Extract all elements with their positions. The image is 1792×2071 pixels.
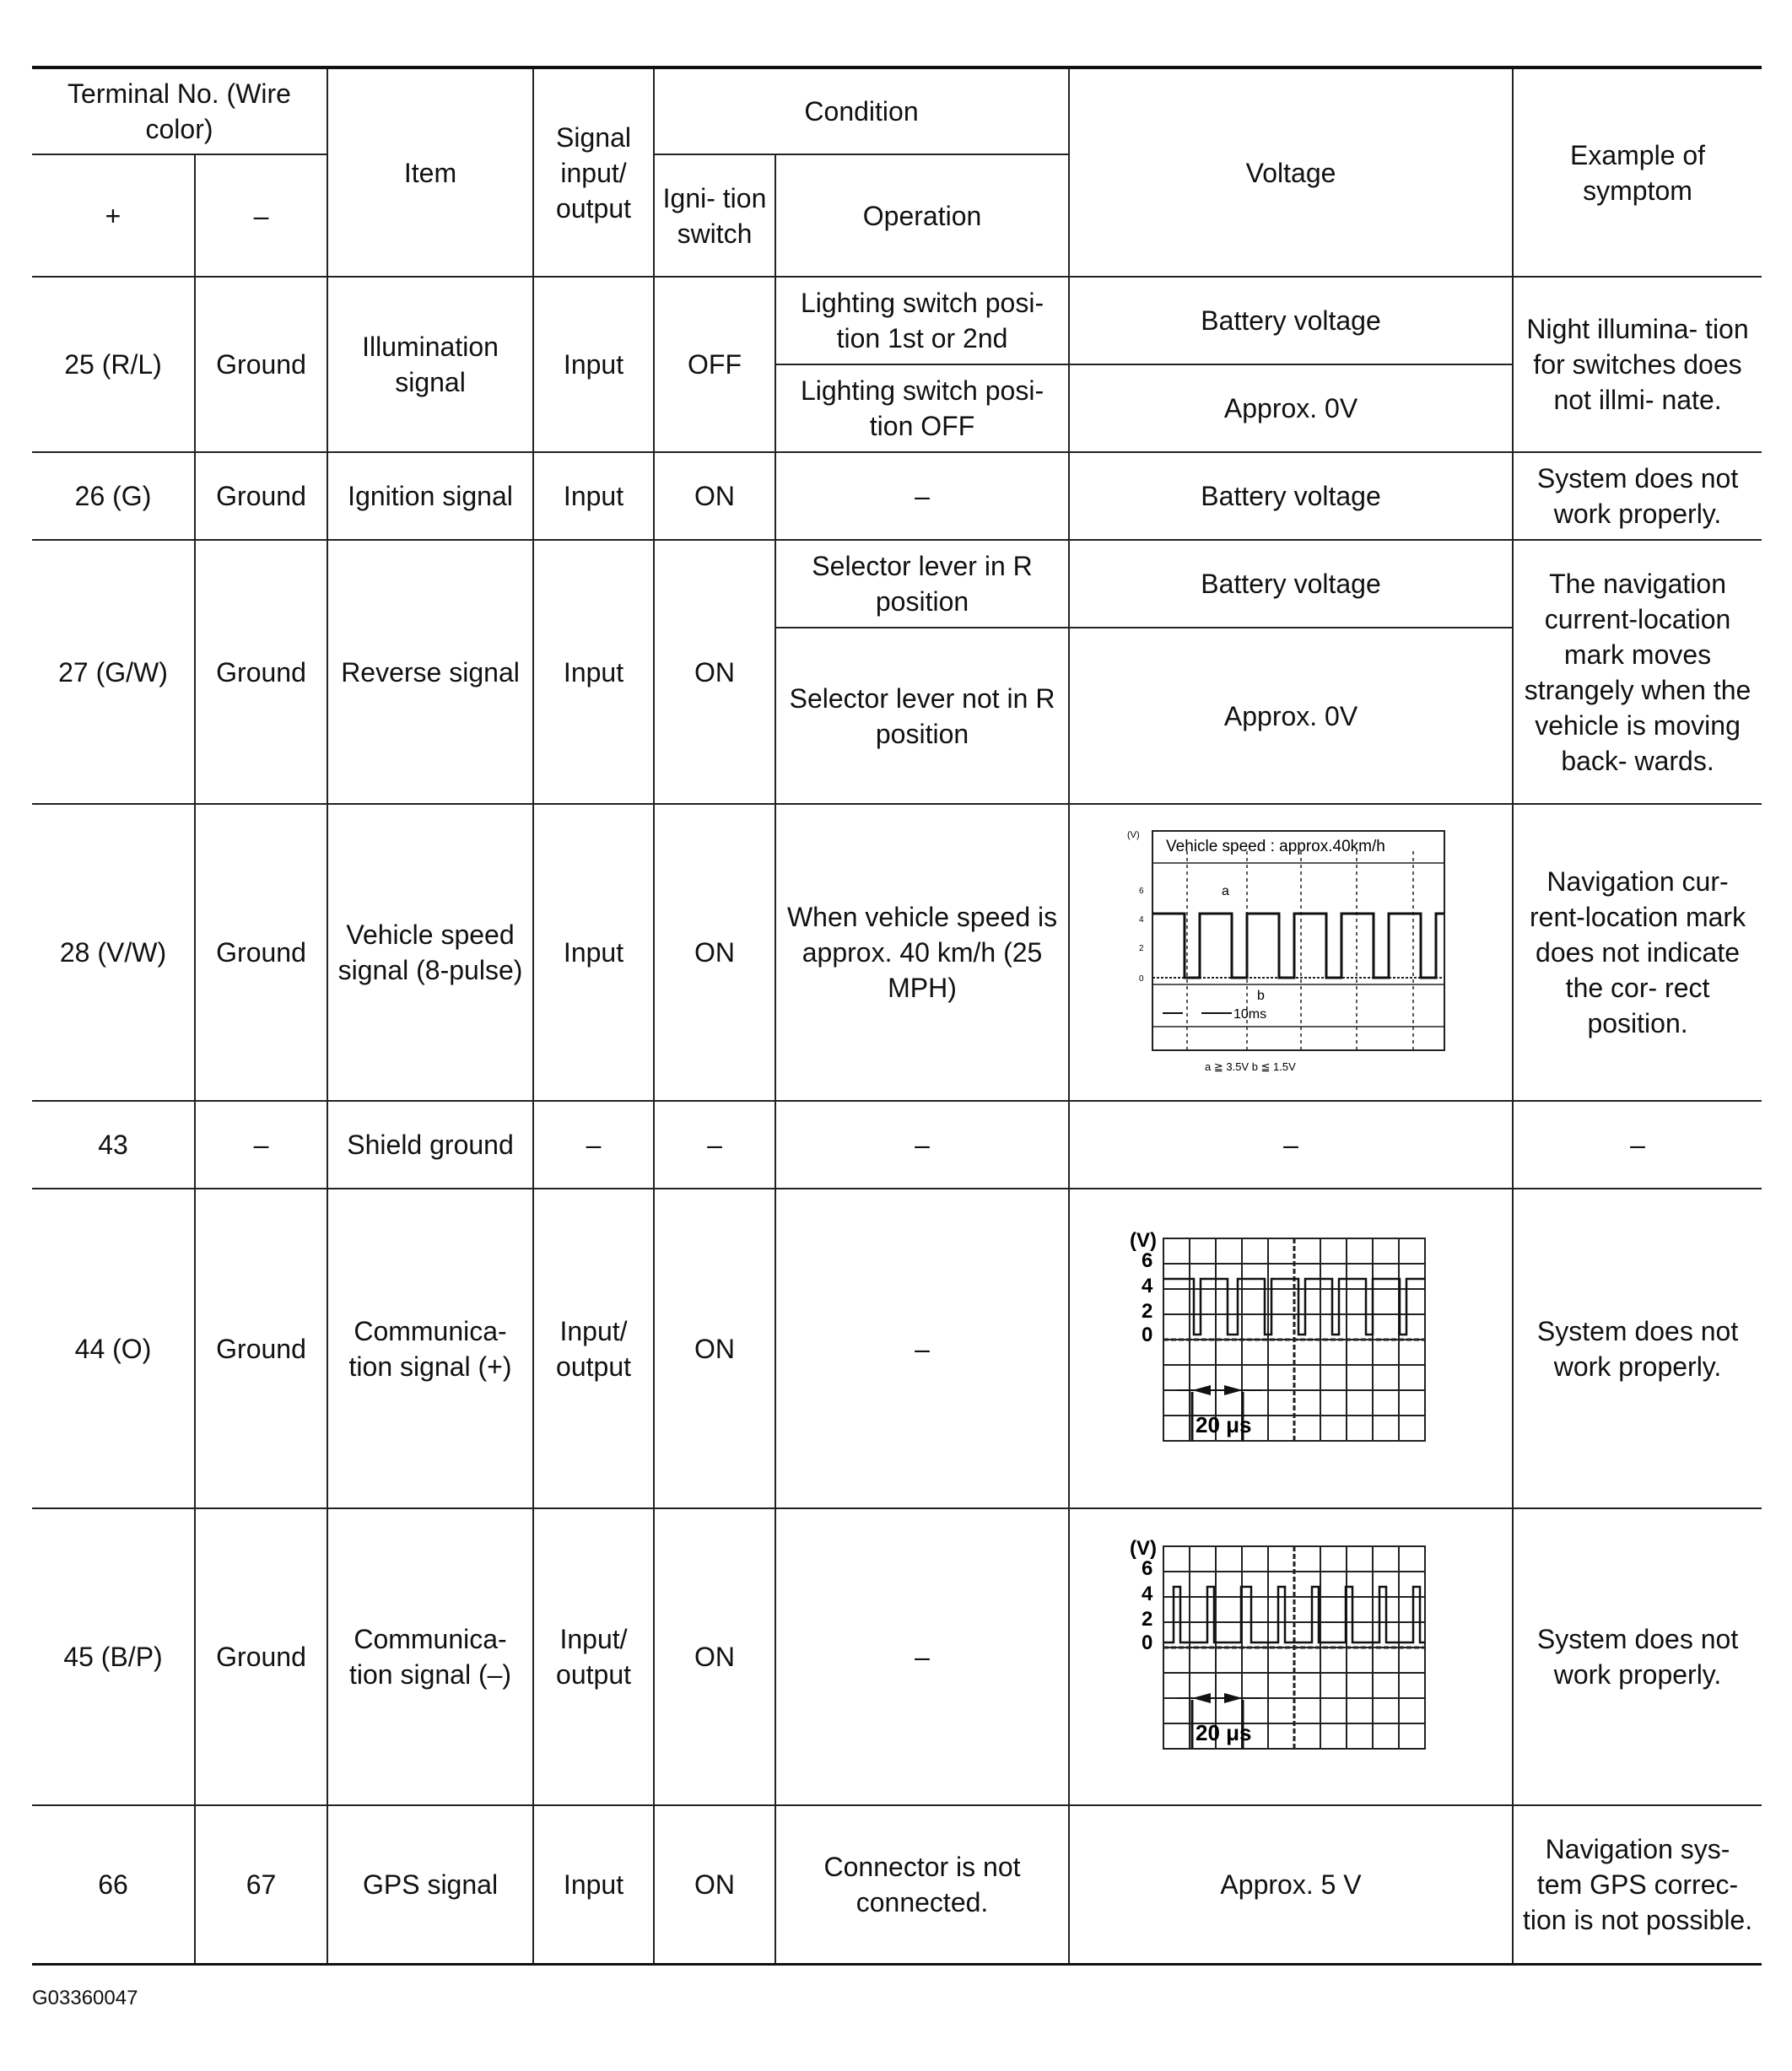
signal-io-cell: Input/ output bbox=[533, 1189, 654, 1508]
time-scale-label: 10ms bbox=[1233, 1007, 1267, 1022]
terminal-minus: – bbox=[195, 1101, 327, 1189]
voltage-cell bbox=[1069, 1508, 1513, 1805]
y-tick-label: 6 bbox=[1142, 1557, 1153, 1580]
symptom-cell: Navigation sys- tem GPS correc- tion is not possible. bbox=[1513, 1805, 1762, 1964]
ignition-cell: OFF bbox=[654, 277, 775, 452]
terminal-minus: Ground bbox=[195, 1508, 327, 1805]
operation-cell: – bbox=[775, 1508, 1069, 1805]
signal-io-cell: Input bbox=[533, 1805, 654, 1964]
voltage-cell: Battery voltage bbox=[1069, 452, 1513, 540]
ignition-cell: ON bbox=[654, 1189, 775, 1508]
table-row bbox=[32, 540, 1762, 628]
waveform-title: Vehicle speed : approx.40km/h bbox=[1166, 838, 1385, 855]
item-cell: Ignition signal bbox=[327, 452, 533, 540]
waveform-grid bbox=[1163, 1238, 1425, 1441]
terminal-plus: 25 (R/L) bbox=[32, 277, 195, 452]
symptom-cell: System does not work properly. bbox=[1513, 1508, 1762, 1805]
voltage-cell: – bbox=[1069, 1101, 1513, 1189]
header-ignition-switch: Igni- tion switch bbox=[654, 154, 775, 277]
symptom-cell: Night illumina- tion for switches does not illmi- nate. bbox=[1513, 277, 1762, 452]
header-plus: + bbox=[32, 154, 195, 277]
waveform-grid bbox=[1152, 851, 1444, 1050]
header-condition: Condition bbox=[654, 67, 1069, 154]
ignition-cell: ON bbox=[654, 804, 775, 1101]
voltage-cell: Approx. 5 V bbox=[1069, 1805, 1513, 1964]
y-tick-label: 2 bbox=[1142, 1608, 1153, 1631]
item-cell: Communica- tion signal (–) bbox=[327, 1508, 533, 1805]
operation-cell: Lighting switch posi- tion OFF bbox=[775, 364, 1069, 452]
y-tick-label: 6 bbox=[1139, 887, 1144, 896]
y-tick-label: 0 bbox=[1139, 974, 1144, 984]
operation-cell: – bbox=[775, 1101, 1069, 1189]
signal-io-cell: Input bbox=[533, 452, 654, 540]
y-tick-label: 4 bbox=[1139, 915, 1144, 925]
operation-cell: Selector lever not in R position bbox=[775, 628, 1069, 804]
terminal-minus: Ground bbox=[195, 277, 327, 452]
pulse-trace bbox=[1152, 914, 1444, 978]
operation-cell: – bbox=[775, 452, 1069, 540]
symptom-cell: System does not work properly. bbox=[1513, 452, 1762, 540]
terminal-plus: 26 (G) bbox=[32, 452, 195, 540]
table-row bbox=[32, 804, 1762, 1101]
operation-cell: Selector lever in R position bbox=[775, 540, 1069, 628]
marker-a-label: a bbox=[1222, 884, 1229, 898]
ignition-cell: ON bbox=[654, 452, 775, 540]
waveform-frame bbox=[1152, 831, 1444, 1050]
time-scale-label: 20 μs bbox=[1196, 1411, 1252, 1437]
y-tick-label: 0 bbox=[1142, 1631, 1153, 1654]
terminal-plus: 44 (O) bbox=[32, 1189, 195, 1508]
header-signal-io: Signal input/ output bbox=[533, 67, 654, 277]
symptom-cell: Navigation cur- rent-location mark does not indicate the cor- rect position. bbox=[1513, 804, 1762, 1101]
header-symptom: Example of symptom bbox=[1513, 67, 1762, 277]
header-voltage: Voltage bbox=[1069, 67, 1513, 277]
threshold-note: a ≧ 3.5V b ≦ 1.5V bbox=[1205, 1060, 1296, 1073]
y-tick-label: 4 bbox=[1142, 1274, 1153, 1297]
header-operation: Operation bbox=[775, 154, 1069, 277]
terminal-plus: 28 (V/W) bbox=[32, 804, 195, 1101]
item-cell: Shield ground bbox=[327, 1101, 533, 1189]
voltage-cell: Approx. 0V bbox=[1069, 364, 1513, 452]
operation-cell: – bbox=[775, 1189, 1069, 1508]
table-row bbox=[32, 1508, 1762, 1805]
signal-io-cell: Input bbox=[533, 277, 654, 452]
table-row bbox=[32, 1805, 1762, 1964]
y-tick-label: 4 bbox=[1142, 1583, 1153, 1605]
time-scale-label: 20 μs bbox=[1196, 1720, 1252, 1745]
terminal-minus: 67 bbox=[195, 1805, 327, 1964]
item-cell: Vehicle speed signal (8-pulse) bbox=[327, 804, 533, 1101]
voltage-cell bbox=[1069, 804, 1513, 1101]
vehicle-speed-waveform bbox=[1122, 826, 1460, 1079]
waveform-unit: (V) bbox=[1130, 1228, 1158, 1252]
terminal-minus: Ground bbox=[195, 452, 327, 540]
terminal-plus: 45 (B/P) bbox=[32, 1508, 195, 1805]
y-tick-label: 2 bbox=[1139, 944, 1144, 953]
operation-cell: Connector is not connected. bbox=[775, 1805, 1069, 1964]
voltage-cell: Approx. 0V bbox=[1069, 628, 1513, 804]
comm-plus-waveform bbox=[1126, 1227, 1455, 1471]
voltage-cell: Battery voltage bbox=[1069, 540, 1513, 628]
ignition-cell: ON bbox=[654, 540, 775, 804]
terminal-minus: Ground bbox=[195, 540, 327, 804]
terminal-plus: 43 bbox=[32, 1101, 195, 1189]
voltage-cell bbox=[1069, 1189, 1513, 1508]
symptom-cell: The navigation current-location mark moves strangely when the vehicle is moving back- wards. bbox=[1513, 540, 1762, 804]
y-tick-label: 2 bbox=[1142, 1299, 1153, 1323]
ignition-cell: – bbox=[654, 1101, 775, 1189]
waveform-unit: (V) bbox=[1127, 830, 1140, 840]
y-tick-label: 0 bbox=[1142, 1323, 1153, 1346]
terminal-plus: 27 (G/W) bbox=[32, 540, 195, 804]
waveform-grid bbox=[1163, 1546, 1425, 1749]
comm-minus-waveform bbox=[1126, 1534, 1455, 1779]
terminal-plus: 66 bbox=[32, 1805, 195, 1964]
header-minus: – bbox=[195, 154, 327, 277]
figure-code: G03360047 bbox=[32, 1987, 138, 2009]
signal-io-cell: Input bbox=[533, 804, 654, 1101]
ignition-cell: ON bbox=[654, 1508, 775, 1805]
ignition-cell: ON bbox=[654, 1805, 775, 1964]
terminal-minus: Ground bbox=[195, 804, 327, 1101]
table-row bbox=[32, 1101, 1762, 1189]
waveform-unit: (V) bbox=[1130, 1537, 1158, 1560]
marker-b-label: b bbox=[1257, 989, 1265, 1003]
table-row bbox=[32, 452, 1762, 540]
signal-io-cell: Input/ output bbox=[533, 1508, 654, 1805]
table-row bbox=[32, 277, 1762, 364]
header-terminal: Terminal No. (Wire color) bbox=[32, 67, 327, 154]
item-cell: Illumination signal bbox=[327, 277, 533, 452]
voltage-cell: Battery voltage bbox=[1069, 277, 1513, 364]
operation-cell: When vehicle speed is approx. 40 km/h (25 MPH) bbox=[775, 804, 1069, 1101]
symptom-cell: System does not work properly. bbox=[1513, 1189, 1762, 1508]
operation-cell: Lighting switch posi- tion 1st or 2nd bbox=[775, 277, 1069, 364]
signal-io-cell: – bbox=[533, 1101, 654, 1189]
signal-io-cell: Input bbox=[533, 540, 654, 804]
terminal-minus: Ground bbox=[195, 1189, 327, 1508]
item-cell: GPS signal bbox=[327, 1805, 533, 1964]
header-item: Item bbox=[327, 67, 533, 277]
item-cell: Reverse signal bbox=[327, 540, 533, 804]
terminal-spec-table bbox=[32, 66, 1762, 1966]
symptom-cell: – bbox=[1513, 1101, 1762, 1189]
y-tick-label: 6 bbox=[1142, 1249, 1153, 1272]
item-cell: Communica- tion signal (+) bbox=[327, 1189, 533, 1508]
table-row bbox=[32, 1189, 1762, 1508]
